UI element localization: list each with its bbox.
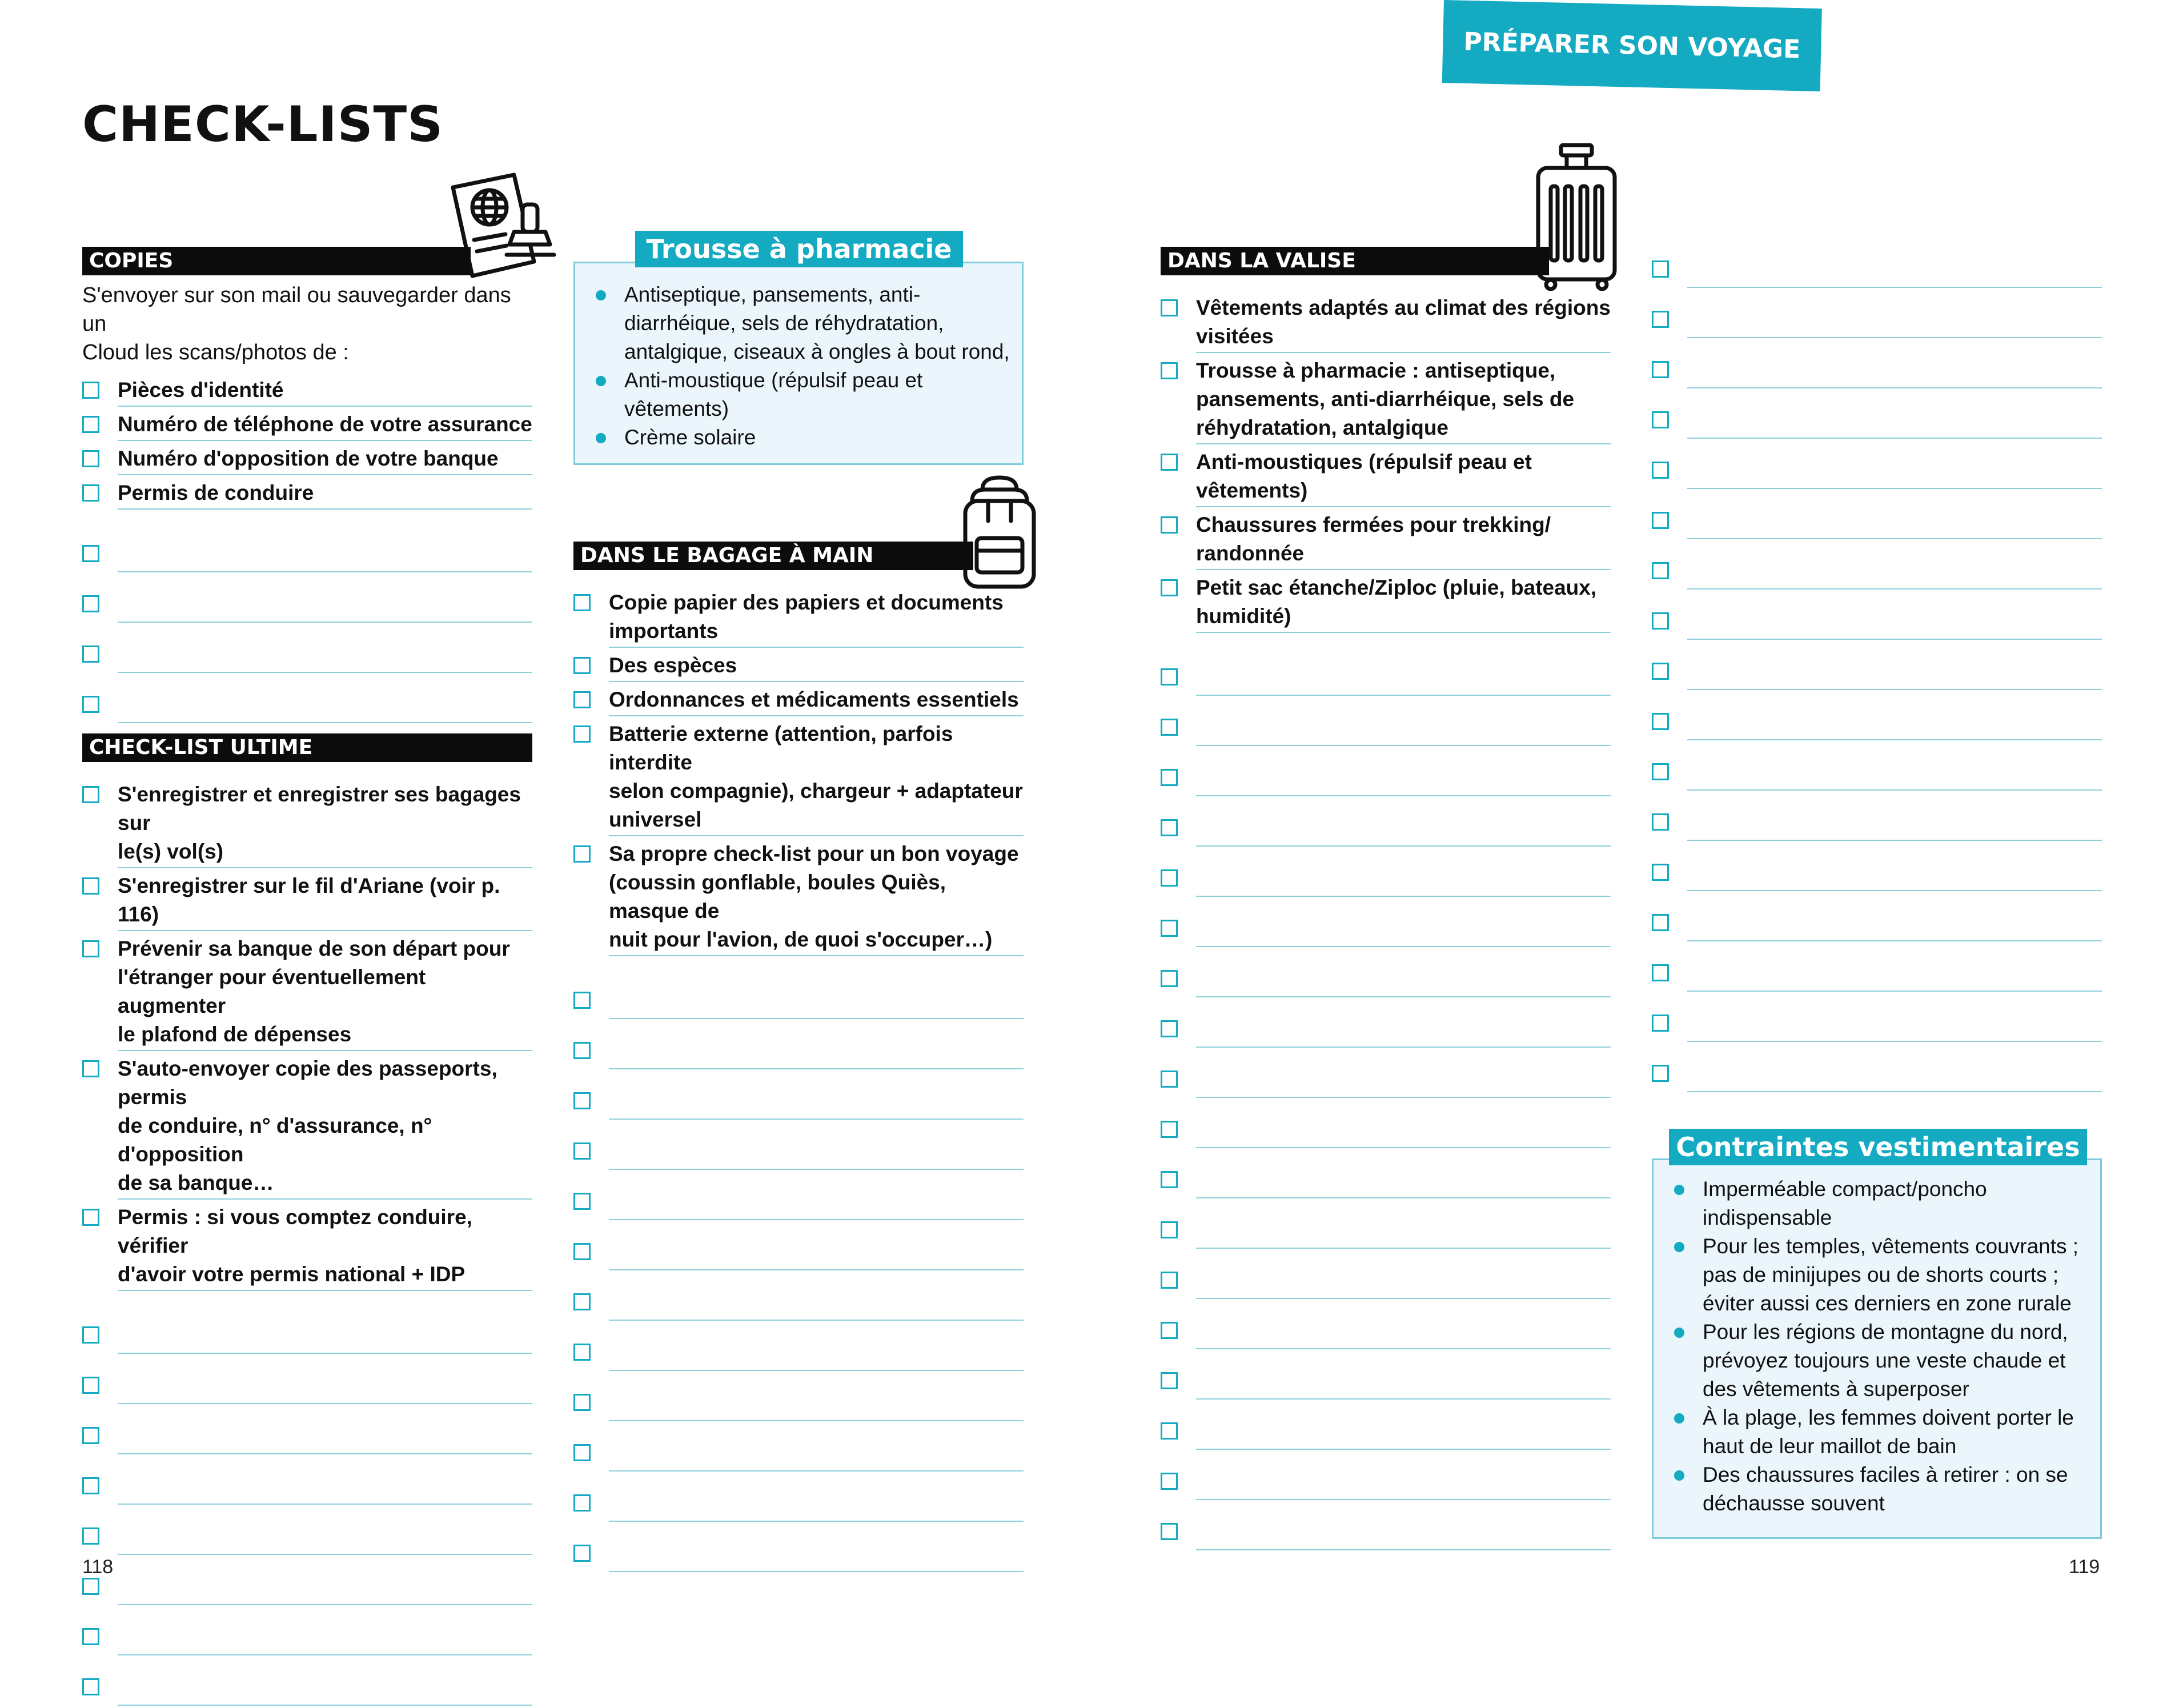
checkbox[interactable] (573, 725, 591, 743)
checklist-item[interactable] (573, 651, 1024, 682)
checkbox[interactable] (1161, 1372, 1178, 1389)
blank-checklist-row[interactable] (1161, 899, 1611, 949)
write-in-line[interactable] (609, 1118, 1024, 1120)
checkbox[interactable] (1652, 260, 1669, 278)
blank-checklist-row[interactable] (1161, 748, 1611, 799)
checkbox[interactable] (1652, 311, 1669, 328)
checklist-item-label: Batterie externe (attention, parfois interdite selon compagnie), chargeur + adaptateur universel (609, 720, 1024, 836)
bullet-item: Crème solaire (575, 423, 1022, 452)
write-in-line[interactable] (118, 1604, 532, 1605)
write-in-line[interactable] (609, 1521, 1024, 1522)
checkbox[interactable] (82, 1209, 99, 1226)
checkbox[interactable] (1652, 763, 1669, 780)
blank-checklist-row[interactable] (1161, 1452, 1611, 1502)
blank-checklist-row[interactable] (1161, 1150, 1611, 1201)
write-in-line[interactable] (118, 1453, 532, 1454)
bullet-item: Pour les temples, vêtements couvrants ; pas de minijupes ou de shorts courts ; éviter aussi ces derniers en zone rurale (1654, 1232, 2100, 1318)
checkbox[interactable] (1161, 970, 1178, 987)
write-in-line[interactable] (1196, 1298, 1611, 1299)
blank-checklist-row[interactable] (573, 1072, 1024, 1122)
write-in-line[interactable] (1196, 1449, 1611, 1450)
write-in-line[interactable] (1687, 588, 2102, 590)
valise-list (1161, 294, 1611, 1553)
blank-checklist-row[interactable] (1161, 949, 1611, 1000)
write-in-line[interactable] (1196, 1047, 1611, 1048)
blank-checklist-row[interactable] (573, 1424, 1024, 1474)
write-in-line[interactable] (1196, 695, 1611, 696)
checkbox[interactable] (1652, 914, 1669, 931)
ultime-section (82, 733, 532, 1708)
checkbox[interactable] (82, 786, 99, 803)
checkbox[interactable] (1161, 516, 1178, 534)
write-in-line[interactable] (1687, 438, 2102, 439)
blank-checklist-row[interactable] (1161, 1402, 1611, 1452)
bullet-item: Des chaussures faciles à retirer : on se déchausse souvent (1654, 1461, 2100, 1518)
blank-checklist-row[interactable] (1652, 340, 2102, 391)
write-in-line[interactable] (1687, 538, 2102, 539)
checkbox[interactable] (573, 1243, 591, 1260)
checkbox[interactable] (1161, 920, 1178, 937)
checkbox[interactable] (82, 1427, 99, 1444)
checkbox[interactable] (82, 696, 99, 713)
bullet-item: Imperméable compact/poncho indispensable (1654, 1175, 2100, 1232)
bullet-item: Pour les régions de montagne du nord, prévoyez toujours une veste chaude et des vêtements à superposer (1654, 1318, 2100, 1404)
valise-heading: DANS LA VALISE (1161, 247, 1549, 275)
checkbox[interactable] (1161, 819, 1178, 836)
write-in-line[interactable] (609, 1320, 1024, 1321)
checkbox[interactable] (573, 845, 591, 863)
blank-checklist-row[interactable] (573, 1222, 1024, 1273)
checklist-item[interactable] (82, 872, 532, 931)
blank-checklist-row[interactable] (1652, 441, 2102, 491)
blank-checklist-row[interactable] (1161, 1352, 1611, 1402)
vestimentaires-box (1652, 1158, 2102, 1539)
checkbox[interactable] (573, 1142, 591, 1160)
checkbox[interactable] (573, 594, 591, 611)
checkbox[interactable] (82, 1377, 99, 1394)
checkbox[interactable] (82, 1060, 99, 1077)
checkbox[interactable] (1652, 1015, 1669, 1032)
write-in-line[interactable] (1687, 890, 2102, 891)
write-in-line[interactable] (118, 1554, 532, 1555)
write-in-line[interactable] (1196, 1197, 1611, 1198)
write-in-line[interactable] (1196, 1549, 1611, 1550)
blank-checklist-row[interactable] (1161, 698, 1611, 748)
write-in-line[interactable] (1687, 1041, 2102, 1042)
write-in-line[interactable] (1687, 940, 2102, 941)
write-in-line[interactable] (609, 1571, 1024, 1572)
blank-checklist-row[interactable] (573, 1474, 1024, 1524)
checkbox[interactable] (1161, 769, 1178, 786)
checkbox[interactable] (573, 1545, 591, 1562)
checklist-item-label: S'enregistrer sur le fil d'Ariane (voir p. 116) (118, 872, 532, 931)
checklist-item-label: Prévenir sa banque de son départ pour l'étranger pour éventuellement augmenter le plafond de dépenses (118, 935, 532, 1051)
write-in-line[interactable] (118, 1403, 532, 1404)
checklist-item-label: Numéro de téléphone de votre assurance (118, 410, 532, 441)
blank-checklist-row[interactable] (1652, 491, 2102, 542)
write-in-line[interactable] (1196, 795, 1611, 796)
checkbox[interactable] (1161, 1221, 1178, 1238)
copies-section (82, 247, 532, 725)
checkbox[interactable] (573, 1092, 591, 1109)
blank-checklist-row[interactable] (1652, 642, 2102, 692)
checkbox[interactable] (573, 691, 591, 708)
checklist-item-label: Numéro d'opposition de votre banque (118, 444, 532, 475)
checklist-item[interactable] (82, 780, 532, 868)
checkbox[interactable] (1161, 719, 1178, 736)
checklist-item-label: Ordonnances et médicaments essentiels (609, 685, 1024, 716)
checkbox[interactable] (1161, 1070, 1178, 1088)
blank-checklist-row[interactable] (82, 675, 532, 725)
write-in-line[interactable] (609, 1018, 1024, 1019)
write-in-line[interactable] (1687, 488, 2102, 489)
extra-checklist (1652, 240, 2102, 1094)
write-in-line[interactable] (1687, 739, 2102, 740)
blank-checklist-row[interactable] (1652, 290, 2102, 340)
blank-checklist-row[interactable] (1652, 240, 2102, 290)
write-in-line[interactable] (118, 571, 532, 572)
checklist-item[interactable] (82, 479, 532, 510)
blank-checklist-row[interactable] (573, 1323, 1024, 1373)
write-in-line[interactable] (1687, 689, 2102, 690)
blank-checklist-row[interactable] (82, 1658, 532, 1708)
write-in-line[interactable] (1687, 287, 2102, 288)
checkbox[interactable] (573, 657, 591, 674)
checkbox[interactable] (1652, 1065, 1669, 1082)
checkbox[interactable] (1161, 1121, 1178, 1138)
checklist-item[interactable] (82, 410, 532, 441)
checklist-item[interactable] (1161, 448, 1611, 507)
checkbox[interactable] (82, 1477, 99, 1494)
checklist-item-label: Petit sac étanche/Ziploc (pluie, bateaux, humidité) (1196, 574, 1611, 633)
write-in-line[interactable] (1196, 896, 1611, 897)
checklist-item-label: Copie papier des papiers et documents importants (609, 588, 1024, 648)
blank-checklist-row[interactable] (1161, 849, 1611, 899)
write-in-line[interactable] (118, 622, 532, 623)
checkbox[interactable] (1161, 1171, 1178, 1188)
blank-checklist-row[interactable] (82, 1406, 532, 1457)
blank-checklist-row[interactable] (1161, 1251, 1611, 1301)
checkbox[interactable] (82, 1326, 99, 1344)
checkbox[interactable] (82, 382, 99, 399)
checkbox[interactable] (82, 1628, 99, 1645)
write-in-line[interactable] (1196, 745, 1611, 746)
pharmacie-list (575, 280, 1022, 452)
checkbox[interactable] (1652, 562, 1669, 579)
checklist-item[interactable] (82, 1203, 532, 1291)
write-in-line[interactable] (1687, 840, 2102, 841)
bagage-main-heading: DANS LE BAGAGE À MAIN (573, 542, 973, 570)
bagage-main-list (573, 588, 1024, 1574)
blank-checklist-row[interactable] (82, 1457, 532, 1507)
write-in-line[interactable] (609, 1370, 1024, 1371)
write-in-line[interactable] (609, 1420, 1024, 1421)
write-in-line[interactable] (1196, 1499, 1611, 1500)
checklist-item-label: Sa propre check-list pour un bon voyage (coussin gonflable, boules Quiès, masque de nuit pour l'avion, de quoi s'occuper…) (609, 840, 1024, 956)
copies-heading: COPIES (82, 247, 471, 275)
copies-list (82, 376, 532, 725)
checkbox[interactable] (1652, 512, 1669, 529)
write-in-line[interactable] (118, 672, 532, 673)
checkbox[interactable] (573, 1444, 591, 1461)
checkbox[interactable] (573, 1344, 591, 1361)
checkbox[interactable] (82, 450, 99, 467)
checkbox[interactable] (1161, 668, 1178, 685)
blank-checklist-row[interactable] (1652, 994, 2102, 1044)
blank-checklist-row[interactable] (82, 1356, 532, 1406)
blank-checklist-row[interactable] (573, 1373, 1024, 1424)
write-in-line[interactable] (1687, 387, 2102, 388)
checkbox[interactable] (1652, 964, 1669, 981)
checkbox[interactable] (573, 992, 591, 1009)
blank-list (1652, 240, 2102, 1094)
copies-intro: S'envoyer sur son mail ou sauvegarder dans un Cloud les scans/photos de : (82, 283, 511, 364)
checklist-item-label: S'enregistrer et enregistrer ses bagages sur le(s) vol(s) (118, 780, 532, 868)
checklist-item[interactable] (1161, 356, 1611, 444)
blank-checklist-row[interactable] (1652, 893, 2102, 944)
checkbox[interactable] (1161, 1272, 1178, 1289)
checkbox[interactable] (1161, 1020, 1178, 1037)
page-title: CHECK-LISTS (82, 96, 444, 153)
checklist-item-label: Trousse à pharmacie : antiseptique, pansements, anti-diarrhéique, sels de réhydratation, antalgique (1196, 356, 1611, 444)
checkbox[interactable] (82, 484, 99, 502)
checkbox[interactable] (82, 416, 99, 433)
blank-checklist-row[interactable] (1652, 843, 2102, 893)
blank-checklist-row[interactable] (1161, 1000, 1611, 1050)
blank-checklist-row[interactable] (1652, 793, 2102, 843)
blank-checklist-row[interactable] (1161, 1201, 1611, 1251)
checklist-item-label: Permis de conduire (118, 479, 532, 510)
checklist-item[interactable] (573, 588, 1024, 648)
checklist-item-label: Pièces d'identité (118, 376, 532, 407)
checklist-item-label: Anti-moustiques (répulsif peau et vêtements) (1196, 448, 1611, 507)
checkbox[interactable] (82, 595, 99, 612)
blank-checklist-row[interactable] (82, 625, 532, 675)
checklist-item[interactable] (1161, 294, 1611, 353)
checkbox[interactable] (1652, 864, 1669, 881)
checkbox[interactable] (1161, 1523, 1178, 1540)
write-in-line[interactable] (1687, 789, 2102, 791)
checklist-item[interactable] (82, 376, 532, 407)
checkbox[interactable] (573, 1394, 591, 1411)
checklist-item[interactable] (1161, 511, 1611, 570)
pharmacie-box (573, 262, 1024, 465)
checkbox[interactable] (82, 940, 99, 957)
blank-checklist-row[interactable] (82, 524, 532, 575)
blank-checklist-row[interactable] (82, 1306, 532, 1356)
blank-checklist-row[interactable] (573, 971, 1024, 1021)
vestimentaires-list (1654, 1175, 2100, 1518)
blank-checklist-row[interactable] (1652, 592, 2102, 642)
checkbox[interactable] (1161, 869, 1178, 887)
checkbox[interactable] (1161, 1422, 1178, 1440)
checkbox[interactable] (82, 877, 99, 895)
bullet-item: À la plage, les femmes doivent porter le haut de leur maillot de bain (1654, 1404, 2100, 1461)
checklist-item-label: Permis : si vous comptez conduire, vérifier d'avoir votre permis national + IDP (118, 1203, 532, 1291)
write-in-line[interactable] (1196, 1248, 1611, 1249)
section-tab-label: PRÉPARER SON VOYAGE (1463, 27, 1801, 65)
checklist-item[interactable] (573, 685, 1024, 716)
checkbox[interactable] (1652, 713, 1669, 730)
write-in-line[interactable] (118, 1654, 532, 1655)
checkbox[interactable] (1652, 462, 1669, 479)
checklist-item[interactable] (82, 935, 532, 1051)
write-in-line[interactable] (1687, 1091, 2102, 1092)
write-in-line[interactable] (118, 1503, 532, 1505)
checkbox[interactable] (1161, 362, 1178, 379)
blank-checklist-row[interactable] (573, 1524, 1024, 1574)
blank-checklist-row[interactable] (1161, 1502, 1611, 1553)
write-in-line[interactable] (609, 1269, 1024, 1270)
blank-checklist-row[interactable] (573, 1273, 1024, 1323)
write-in-line[interactable] (609, 1169, 1024, 1170)
vestimentaires-heading: Contraintes vestimentaires (1669, 1129, 2087, 1165)
bagage-main-section (573, 542, 1024, 1574)
write-in-line[interactable] (609, 1470, 1024, 1472)
write-in-line[interactable] (1687, 337, 2102, 338)
checklist-item-label: Chaussures fermées pour trekking/ randonnée (1196, 511, 1611, 570)
write-in-line[interactable] (118, 1353, 532, 1354)
page-number-left: 118 (82, 1556, 114, 1578)
checklist-item[interactable] (1161, 574, 1611, 633)
blank-checklist-row[interactable] (573, 1122, 1024, 1172)
blank-checklist-row[interactable] (1652, 692, 2102, 743)
blank-checklist-row[interactable] (1652, 944, 2102, 994)
write-in-line[interactable] (1196, 946, 1611, 947)
blank-checklist-row[interactable] (1161, 1100, 1611, 1150)
checkbox[interactable] (1652, 361, 1669, 378)
valise-section (1161, 247, 1611, 1553)
checkbox[interactable] (1161, 579, 1178, 596)
checklist-item-label: Des espèces (609, 651, 1024, 682)
blank-checklist-row[interactable] (573, 1172, 1024, 1222)
checkbox[interactable] (82, 1678, 99, 1695)
bullet-item: Antiseptique, pansements, anti- diarrhéique, sels de réhydratation, antalgique, ciseaux à ongles à bout rond, (575, 280, 1022, 366)
checkbox[interactable] (1652, 663, 1669, 680)
checklist-item-label: S'auto-envoyer copie des passeports, permis de conduire, n° d'assurance, n° d'opposition de sa banque… (118, 1055, 532, 1200)
checklist-item[interactable] (82, 1055, 532, 1200)
write-in-line[interactable] (609, 1068, 1024, 1069)
checkbox[interactable] (1652, 813, 1669, 831)
blank-checklist-row[interactable] (1652, 391, 2102, 441)
blank-checklist-row[interactable] (1161, 648, 1611, 698)
blank-checklist-row[interactable] (1652, 1044, 2102, 1094)
blank-checklist-row[interactable] (573, 1021, 1024, 1072)
blank-checklist-row[interactable] (82, 1507, 532, 1557)
checkbox[interactable] (82, 645, 99, 663)
checklist-item[interactable] (82, 444, 532, 475)
blank-checklist-row[interactable] (1161, 799, 1611, 849)
write-in-line[interactable] (1196, 1398, 1611, 1400)
checkbox[interactable] (1161, 299, 1178, 316)
write-in-line[interactable] (1196, 1147, 1611, 1148)
blank-checklist-row[interactable] (1161, 1050, 1611, 1100)
checkbox[interactable] (573, 1193, 591, 1210)
checkbox[interactable] (82, 1578, 99, 1595)
checkbox[interactable] (1652, 612, 1669, 630)
blank-checklist-row[interactable] (82, 1557, 532, 1607)
checkbox[interactable] (1161, 1473, 1178, 1490)
write-in-line[interactable] (609, 1219, 1024, 1220)
checkbox[interactable] (1161, 454, 1178, 471)
checklist-item[interactable] (573, 720, 1024, 836)
write-in-line[interactable] (118, 722, 532, 723)
checkbox[interactable] (1161, 1322, 1178, 1339)
checklist-item-label: Vêtements adaptés au climat des régions visitées (1196, 294, 1611, 353)
blank-checklist-row[interactable] (1161, 1301, 1611, 1352)
checkbox[interactable] (1652, 411, 1669, 428)
blank-checklist-row[interactable] (82, 1607, 532, 1658)
checkbox[interactable] (82, 1527, 99, 1545)
write-in-line[interactable] (1687, 639, 2102, 640)
checkbox[interactable] (573, 1293, 591, 1310)
write-in-line[interactable] (1687, 991, 2102, 992)
pharmacie-heading: Trousse à pharmacie (635, 231, 963, 267)
write-in-line[interactable] (1196, 845, 1611, 847)
blank-checklist-row[interactable] (82, 575, 532, 625)
section-tab (1442, 0, 1822, 91)
checklist-item[interactable] (573, 840, 1024, 956)
write-in-line[interactable] (1196, 1348, 1611, 1349)
blank-checklist-row[interactable] (1652, 743, 2102, 793)
bullet-item: Anti-moustique (répulsif peau et vêtements) (575, 366, 1022, 423)
page-number-right: 119 (2069, 1556, 2100, 1578)
write-in-line[interactable] (1196, 1097, 1611, 1098)
write-in-line[interactable] (118, 1705, 532, 1706)
blank-checklist-row[interactable] (1652, 542, 2102, 592)
ultime-heading: CHECK-LIST ULTIME (82, 733, 532, 762)
write-in-line[interactable] (1196, 996, 1611, 997)
checkbox[interactable] (573, 1494, 591, 1511)
ultime-list (82, 780, 532, 1708)
checkbox[interactable] (82, 545, 99, 562)
checkbox[interactable] (573, 1042, 591, 1059)
